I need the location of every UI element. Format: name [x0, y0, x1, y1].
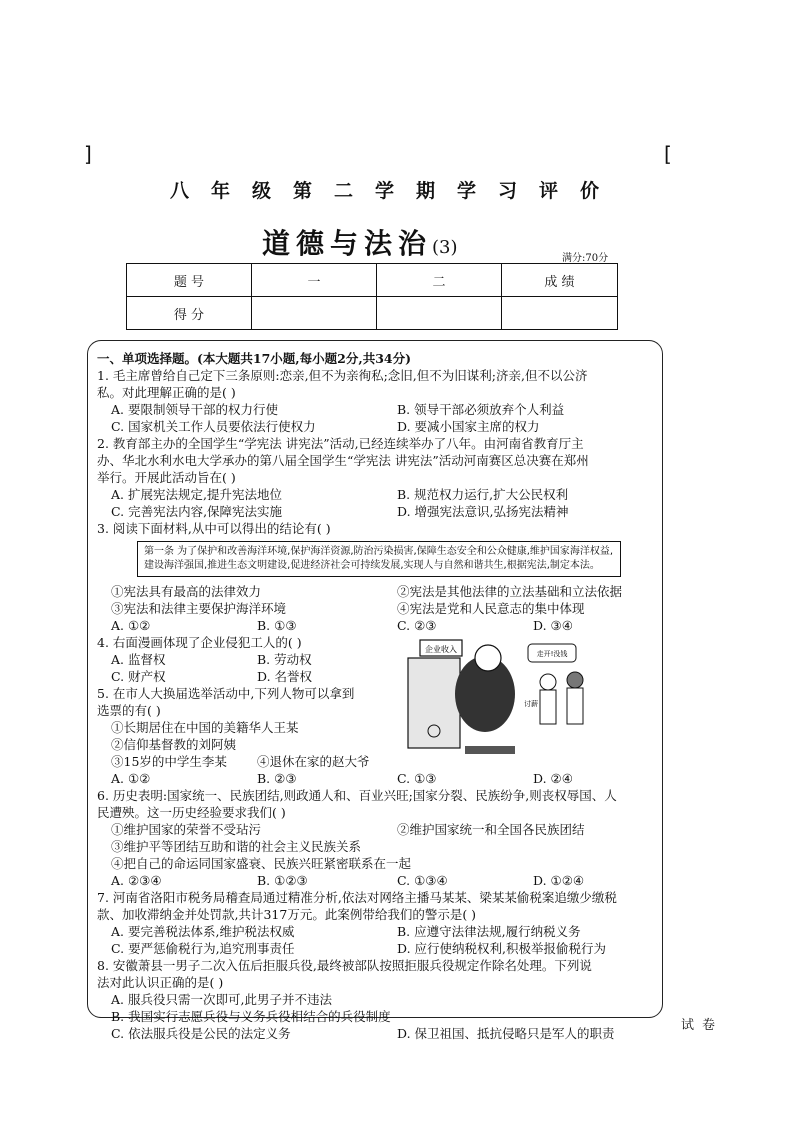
q8-options-row	[97, 1025, 657, 1042]
score-input-total[interactable]	[502, 297, 618, 330]
q5-statement-1: ①长期居住在中国的美籍华人王某	[111, 720, 299, 735]
q5-statement-4: ④退休在家的赵大爷	[257, 754, 370, 769]
q6-option-b[interactable]: B. ①②③	[257, 873, 308, 888]
q2-options-row-1	[97, 486, 657, 503]
cell-part-2: 二	[377, 264, 502, 297]
cartoon-sign-text: 企业收入	[425, 645, 457, 654]
q3-law-excerpt: 第一条 为了保护和改善海洋环境,保护海洋资源,防治污染损害,保障生态安全和公众健康,维护国家海洋权益,建设海洋强国,推进生态文明建设,促进经济社会可持续发展,实现人与自然和谐共生,根据宪法,制定本法。	[137, 541, 621, 577]
q2-option-d[interactable]: D. 增强宪法意识,弘扬宪法精神	[397, 504, 569, 519]
q3-statements-row-2	[97, 600, 657, 617]
cartoon-note-text: 讨薪	[524, 700, 538, 708]
q7-options-row-2	[97, 940, 657, 957]
q2-stem-3: 举行。开展此活动旨在( )	[97, 470, 236, 485]
q3-statement-3: ③宪法和法律主要保护海洋环境	[111, 601, 287, 616]
q1-options-row-1	[97, 401, 657, 418]
cartoon-worker1-head	[540, 674, 556, 690]
q1-option-d[interactable]: D. 要减小国家主席的权力	[397, 419, 540, 434]
q3-option-c[interactable]: C. ②③	[397, 618, 437, 633]
q8-option-c[interactable]: C. 依法服兵役是公民的法定义务	[111, 1026, 291, 1041]
cartoon-worker2-head	[567, 672, 583, 688]
q8-option-b[interactable]: B. 我国实行志愿兵役与义务兵役相结合的兵役制度	[111, 1009, 391, 1024]
q3-option-a[interactable]: A. ①②	[111, 618, 151, 633]
q5-stem-1: 5. 在市人大换届选举活动中,下列人物可以拿到	[97, 686, 355, 701]
q1-options-row-2	[97, 418, 657, 435]
q8-stem-2: 法对此认识正确的是( )	[97, 975, 224, 990]
q4-stem: 4. 右面漫画体现了企业侵犯工人的( )	[97, 635, 302, 650]
q7-option-a[interactable]: A. 要完善税法体系,维护税法权威	[111, 924, 295, 939]
subject-title: 道德与法治	[262, 227, 433, 260]
q6-options	[97, 872, 657, 889]
q6-statement-3: ③维护平等团结互助和谐的社会主义民族关系	[111, 839, 362, 854]
q3-statement-4: ④宪法是党和人民意志的集中体现	[397, 601, 585, 616]
q3-stem: 3. 阅读下面材料,从中可以得出的结论有( )	[97, 521, 331, 536]
q2-stem-2: 办、华北水利水电大学承办的第八届全国学生“学宪法 讲宪法”活动河南赛区总决赛在郑州	[97, 453, 589, 468]
q5-option-d[interactable]: D. ②④	[533, 771, 573, 786]
q8-option-d[interactable]: D. 保卫祖国、抵抗侵略只是军人的职责	[397, 1026, 615, 1041]
q7-option-c[interactable]: C. 要严惩偷税行为,追究刑事责任	[111, 941, 295, 956]
cell-part-1: 一	[252, 264, 377, 297]
q5-option-c[interactable]: C. ①③	[397, 771, 437, 786]
q5-statement-3: ③15岁的中学生李某	[111, 754, 227, 769]
q3-option-b[interactable]: B. ①③	[257, 618, 297, 633]
section-heading: 一、单项选择题。(本大题共17小题,每小题2分,共34分)	[97, 351, 412, 366]
header-title: 八年级第二学期学习评价	[170, 180, 622, 202]
q6-statements-row	[97, 821, 657, 838]
q4-option-a[interactable]: A. 监督权	[111, 652, 166, 667]
cartoon-chair-base	[465, 746, 515, 754]
cell-question-no: 题 号	[127, 264, 252, 297]
doc-title	[262, 222, 458, 262]
q2-options-row-2	[97, 503, 657, 520]
q5-stem-2: 选票的有( )	[97, 703, 161, 718]
q5-statement-2: ②信仰基督教的刘阿姨	[111, 737, 237, 752]
q3-options	[97, 617, 657, 634]
paper-number: (3)	[432, 237, 458, 258]
q1-option-c[interactable]: C. 国家机关工作人员要依法行使权力	[111, 419, 316, 434]
score-table-score-row	[127, 297, 618, 330]
q4-option-c[interactable]: C. 财产权	[111, 669, 166, 684]
cell-total: 成 绩	[502, 264, 618, 297]
q2-option-a[interactable]: A. 扩展宪法规定,提升宪法地位	[111, 487, 282, 502]
score-table	[126, 263, 618, 330]
q3-option-d[interactable]: D. ③④	[533, 618, 573, 633]
q6-statement-1: ①维护国家的荣誉不受玷污	[111, 822, 262, 837]
cartoon-boss-head	[475, 645, 501, 671]
cell-score-label: 得 分	[127, 297, 252, 330]
cartoon-worker2-body	[567, 688, 583, 724]
score-input-1[interactable]	[252, 297, 377, 330]
q6-option-d[interactable]: D. ①②④	[533, 873, 585, 888]
q3-statement-2: ②宪法是其他法律的立法基础和立法依据	[397, 584, 623, 599]
q7-stem-1: 7. 河南省洛阳市税务局稽查局通过精准分析,依法对网络主播马某某、梁某某偷税案追缴少缴税	[97, 890, 617, 905]
q5-option-a[interactable]: A. ①②	[111, 771, 151, 786]
q2-option-c[interactable]: C. 完善宪法内容,保障宪法实施	[111, 504, 283, 519]
q7-stem-2: 款、加收滞纳金并处罚款,共计317万元。此案例带给我们的警示是( )	[97, 907, 477, 922]
cartoon-safe	[408, 658, 460, 748]
q1-stem-2: 私。对此理解正确的是( )	[97, 385, 236, 400]
q5-option-b[interactable]: B. ②③	[257, 771, 297, 786]
q6-stem-2: 民遭殃。这一历史经验要求我们( )	[97, 805, 286, 820]
q1-option-a[interactable]: A. 要限制领导干部的权力行使	[111, 402, 278, 417]
q2-option-b[interactable]: B. 规范权力运行,扩大公民权利	[397, 487, 569, 502]
q1-stem-1: 1. 毛主席曾给自己定下三条原则:恋亲,但不为亲徇私;念旧,但不为旧谋利;济亲,但不以公济	[97, 368, 588, 383]
score-table-header-row	[127, 264, 618, 297]
cartoon-speech-text: 走开!没钱	[536, 650, 568, 658]
q4-option-b[interactable]: B. 劳动权	[257, 652, 312, 667]
q7-option-d[interactable]: D. 应行使纳税权利,积极举报偷税行为	[397, 941, 606, 956]
q7-options-row-1	[97, 923, 657, 940]
q1-option-b[interactable]: B. 领导干部必须放弃个人利益	[397, 402, 565, 417]
q6-statement-2: ②维护国家统一和全国各民族团结	[397, 822, 585, 837]
q4-option-d[interactable]: D. 名誉权	[257, 669, 313, 684]
footer-label: 试卷	[681, 1018, 724, 1033]
q8-stem-1: 8. 安徽萧县一男子二次入伍后拒服兵役,最终被部队按照拒服兵役规定作除名处理。下列说	[97, 958, 592, 973]
q6-statement-4: ④把自己的命运同国家盛衰、民族兴旺紧密联系在一起	[111, 856, 412, 871]
q7-option-b[interactable]: B. 应遵守法律法规,履行纳税义务	[397, 924, 581, 939]
q6-option-a[interactable]: A. ②③④	[111, 873, 162, 888]
corner-mark-left: ]	[84, 142, 92, 166]
q8-option-a[interactable]: A. 服兵役只需一次即可,此男子并不违法	[111, 992, 332, 1007]
q4-cartoon	[400, 636, 600, 776]
corner-mark-right: [	[664, 142, 672, 166]
score-input-2[interactable]	[377, 297, 502, 330]
q3-statement-1: ①宪法具有最高的法律效力	[111, 584, 262, 599]
q6-option-c[interactable]: C. ①③④	[397, 873, 448, 888]
q3-statements-row-1	[97, 583, 657, 600]
q6-stem-1: 6. 历史表明:国家统一、民族团结,则政通人和、百业兴旺;国家分裂、民族纷争,则丧权辱国、人	[97, 788, 617, 803]
full-score: 满分:70分	[562, 253, 609, 264]
q2-stem-1: 2. 教育部主办的全国学生“学宪法 讲宪法”活动,已经连续举办了八年。由河南省教育厅主	[97, 436, 584, 451]
cartoon-worker1-body	[540, 690, 556, 724]
